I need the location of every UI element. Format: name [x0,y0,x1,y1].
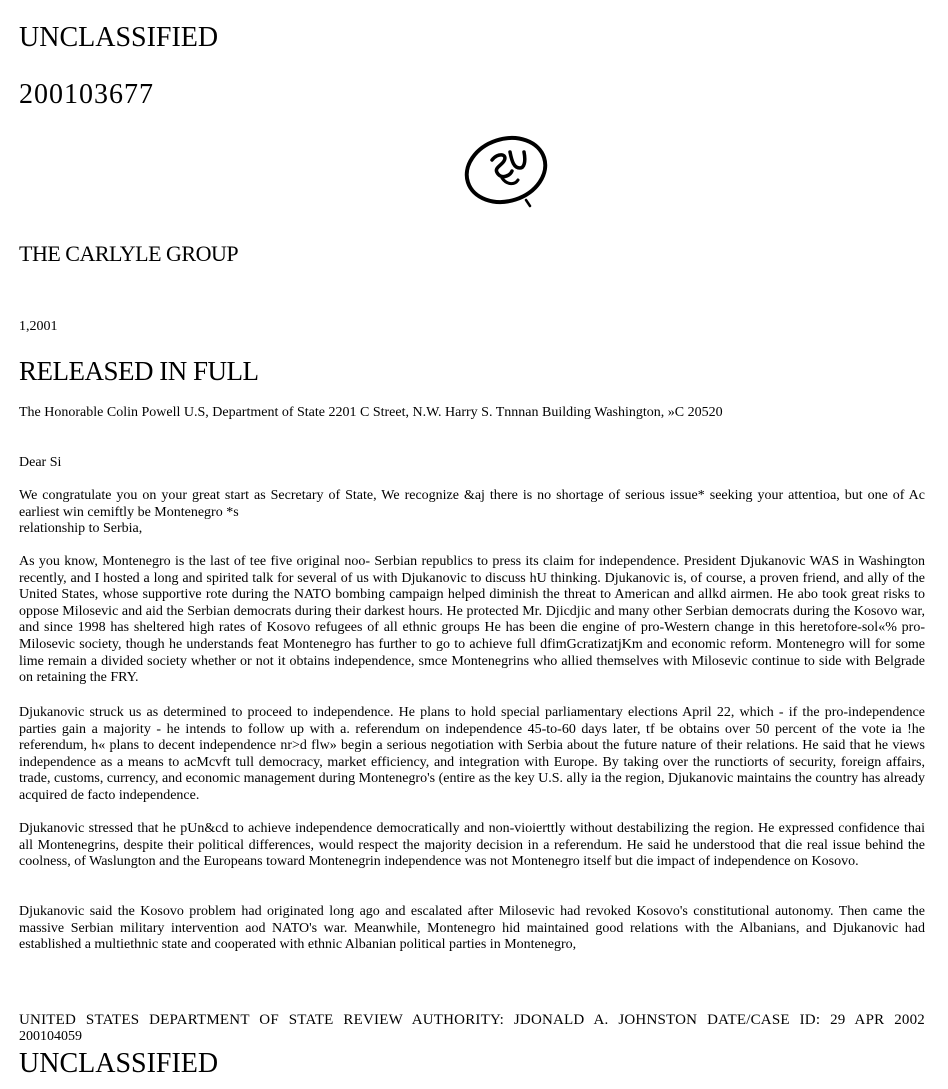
body-paragraph: Djukanovic stressed that he pUn&cd to achieve independence democratically and non-vioierttly without destabilizing the region. He expressed confidence thai all Montenegrins, despite their political differences, would respect the majority decision in a referendum. He said he understood that die real issue behind the coolness, of Waslungton and the Europeans toward Montenegrin independence was not Montenegro itself but die impact of independence on Kosovo. [19,821,925,870]
handwritten-initials-stamp [460,130,556,214]
body-paragraph: Djukanovic struck us as determined to proceed to independence. He plans to hold special parliamentary elections April 22, which - if the pro-independence parties gain a majority - he intends to follow up with a. referendum on independence 45-to-60 days later, tf be obtains over 50 percent of the vote ia !he referendum, h« plans to decent independence nr>d flw» begin a serious negotiation with Serbia about the future nature of their relations. He said that he views independence as a means to acMcvft tull democracy, market efficiency, and integration with Europe. By taking over the runctiorts of security, foreign affairs, trade, customs, currency, and economic management during Montenegro's (entire as the key U.S. ally ia the region, Djukanovic maintains the country has already acquired de facto independence. [19,705,925,803]
paragraph-line: We congratulate you on your great start as Secretary of State, We recognize &aj there is no shortage of serious issue* seeking your attentioa, but one of Ac earliest win cemiftly be Montenegro *s [19,488,925,520]
body-paragraph: Djukanovic said the Kosovo problem had originated long ago and escalated after Milosevic had revoked Kosovo's constitutional autonomy. Then came the massive Serbian military intervention aod NATO's war. Meanwhile, Montenegro hid maintained good relations with the Albanians, and Djukanovic had established a multiethnic state and cooperated with ethnic Albanian political parties in Montenegro, [19,904,925,953]
body-paragraph: As you know, Montenegro is the last of tee five original noo- Serbian republics to press its claim for independence. President Djukanovic WAS in Washington recently, and I hosted a long and spirited talk for several of us with Djukanovic to discuss hU thinking. Djukanovic is, of course, a proven friend, and ally of the United States, whose supportive rote during the NATO bombing campaign helped diminish the threat to American and allkd airmen. He abo took great risks to oppose Milosevic and aid the Serbian democrats during their darkest hours. He protected Mr. Djicdjic and many other Serbian democrats during the Kosovo war, and since 1998 has sheltered high rates of Kosovo refugees of all ethnic groups He has been die engine of pro-Western change in this heretofore-sol«% pro-Milosevic society, though he understands feat Montenegro has further to go to achieve full dfimGcratizatjKm and economic reform. Montenegro will for some lime remain a divided society whether or not it obtains independence, smce Montenegrins who allied themselves with Milosevic continue to side with Belgrade on retaining the FRY. [19,554,925,686]
classification-footer: UNCLASSIFIED [19,1048,219,1079]
letter-date: 1,2001 [19,319,58,334]
recipient-address: The Honorable Colin Powell U.S, Department of State 2201 C Street, N.W. Harry S. Tnnnan Building Washington, »C 20520 [19,405,723,420]
classification-header: UNCLASSIFIED [19,22,219,53]
letterhead-organization: THE CARLYLE GROUP [19,241,239,266]
review-authority-line: UNITED STATES DEPARTMENT OF STATE REVIEW AUTHORITY: JDONALD A. JOHNSTON DATE/CASE ID: 29 APR 2002 [19,1012,925,1028]
document-number: 200103677 [19,79,154,110]
case-id: 200104059 [19,1029,82,1044]
release-status: RELEASED IN FULL [19,356,259,386]
salutation: Dear Si [19,455,62,470]
paragraph-line: relationship to Serbia, [19,521,143,537]
body-paragraph [19,488,925,538]
